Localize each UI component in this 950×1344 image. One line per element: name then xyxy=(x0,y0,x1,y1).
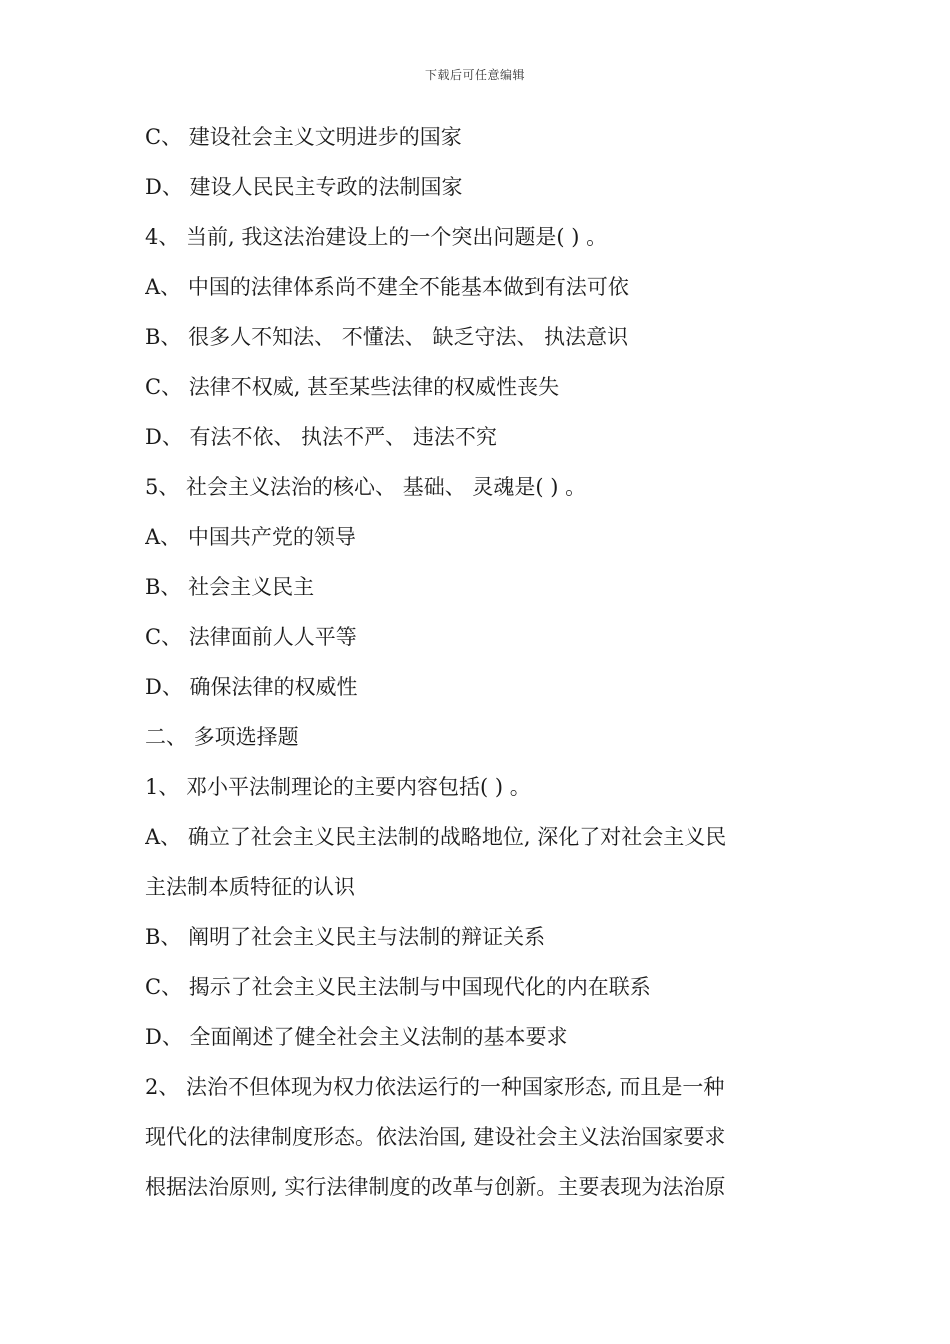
section-heading: 二、 多项选择题 xyxy=(145,725,299,749)
question-line: 5、 社会主义法治的核心、 基础、 灵魂是( ) 。 xyxy=(145,475,587,499)
document-body xyxy=(145,112,810,1212)
option-line: B、 阐明了社会主义民主与法制的辩证关系 xyxy=(145,925,546,949)
question-line: 4、 当前, 我这法治建设上的一个突出问题是( ) 。 xyxy=(145,225,608,249)
option-line: D、 确保法律的权威性 xyxy=(145,675,358,699)
option-line: B、 很多人不知法、 不懂法、 缺乏守法、 执法意识 xyxy=(145,325,629,349)
option-line: C、 法律不权威, 甚至某些法律的权威性丧失 xyxy=(145,375,560,399)
option-continuation: 主法制本质特征的认识 xyxy=(145,875,355,899)
question-continuation: 根据法治原则, 实行法律制度的改革与创新。主要表现为法治原 xyxy=(145,1175,726,1199)
option-line: D、 全面阐述了健全社会主义法制的基本要求 xyxy=(145,1025,568,1049)
text-line: C、 建设社会主义文明进步的国家 xyxy=(145,125,462,149)
option-line: C、 揭示了社会主义民主法制与中国现代化的内在联系 xyxy=(145,975,651,999)
question-line: 1、 邓小平法制理论的主要内容包括( ) 。 xyxy=(145,775,531,799)
question-line: 2、 法治不但体现为权力依法运行的一种国家形态, 而且是一种 xyxy=(145,1075,725,1099)
page-header: 下载后可任意编辑 xyxy=(424,68,525,82)
text-line: D、 建设人民民主专政的法制国家 xyxy=(145,175,463,199)
option-line: B、 社会主义民主 xyxy=(145,575,315,599)
question-continuation: 现代化的法律制度形态。依法治国, 建设社会主义法治国家要求 xyxy=(145,1125,726,1149)
option-line: C、 法律面前人人平等 xyxy=(145,625,357,649)
option-line: A、 中国的法律体系尚不建全不能基本做到有法可依 xyxy=(145,275,629,299)
option-line: A、 确立了社会主义民主法制的战略地位, 深化了对社会主义民 xyxy=(145,825,727,849)
option-line: D、 有法不依、 执法不严、 违法不究 xyxy=(145,425,497,449)
option-line: A、 中国共产党的领导 xyxy=(145,525,356,549)
